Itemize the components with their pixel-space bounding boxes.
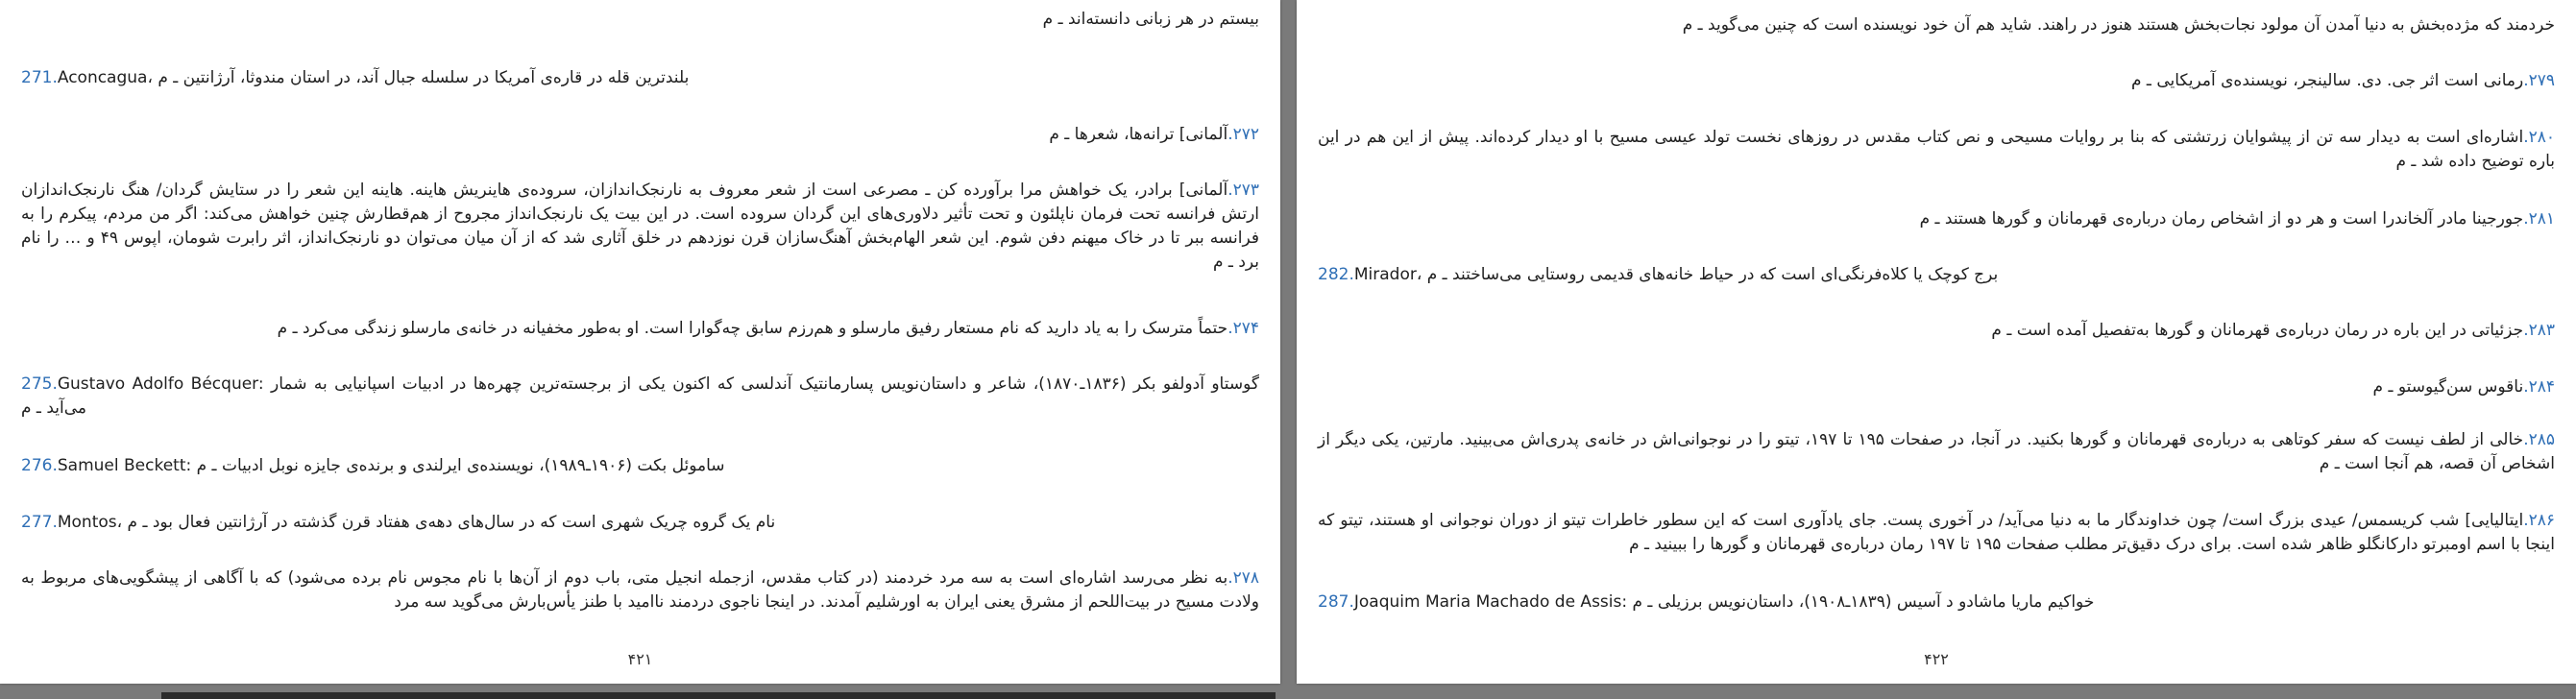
footnote-286: ۲۸۶.ایتالیایی] شب کریسمس/ عیدی بزرگ است/ چون خداوندگار ما به دنیا می‌آید/ در آخوری پست. جای یادآوری است که این سطور خاطرات تیتو از دوران نوجوانی او هستند، تیتو که اینجا با اسم اومبرتو دارکانگلو ظاهر شده است. برای درک دقیق‌تر مطلب صفحات ۱۹۵ تا ۱۹۷ رمان درباره‌ی قهرمانان و گورها را ببینید ـ م xyxy=(1318,511,2555,554)
footnote-271: 271.Aconcagua، بلندترین قله در قاره‌ی آمریکا در سلسله جبال آند، در استان مندوثا، آرژانتین ـ م xyxy=(21,68,690,87)
footnote-285: ۲۸۵.خالی از لطف نیست که سفر کوتاهی به درباره‌ی قهرمانان و گورها بکنید. در آنجا، در صفحات ۱۹۵ تا ۱۹۷، تیتو را در نوجوانی‌اش در خانه‌ی پدری‌اش می‌بینید. مارتین، یکی دیگر از اشخاص آن قصه، هم آنجا است ـ م xyxy=(1318,430,2555,473)
footnote-277: 277.Montos، نام یک گروه چریک شهری است که در سال‌های دهه‌ی هفتاد قرن گذشته در آرژانتین فعال بود ـ م xyxy=(21,513,776,532)
footnote-284: ۲۸۴.ناقوس سن‌گیوستو ـ م xyxy=(2372,377,2555,397)
footnote-282: 282.Mirador، برج کوچک یا کلاه‌فرنگی‌ای است که در حیاط خانه‌های قدیمی روستایی می‌ساختند ـ م xyxy=(1318,265,1999,284)
left-page xyxy=(0,0,1280,684)
right-page xyxy=(1297,0,2576,684)
footnote-278: ۲۷۸.به نظر می‌رسد اشاره‌ای است به سه مرد خردمند (در کتاب مقدس، ازجمله انجیل متی، باب دوم از آن‌ها با نام مجوس نام برده می‌شود) که با آگاهی از پیشگویی‌های مربوط به ولادت مسیح در بیت‌اللحم از مشرق یعنی ایران به اورشلیم آمدند. در اینجا ناجوی دردمند ناامید با طنز یأس‌بارش می‌گوید سه مرد xyxy=(21,568,1259,612)
footnote-275: 275.Gustavo Adolfo Bécquer: گوستاو آدولفو بکر (۱۸۳۶ـ۱۸۷۰)، شاعر و داستان‌نویس پسارمانتیک آندلسی که اکنون یکی از برجسته‌ترین چهره‌ها در ادبیات اسپانیایی به شمار می‌آید ـ م xyxy=(21,374,1259,418)
page-number: ۴۲۲ xyxy=(1924,650,1949,668)
footnote-272: ۲۷۲.آلمانی] ترانه‌ها، شعرها ـ م xyxy=(1049,125,1259,144)
footnote-280: ۲۸۰.اشاره‌ای است به دیدار سه تن از پیشوایان زرتشتی که بنا بر روایات مسیحی و نص کتاب مقدس در روزهای نخست تولد عیسی مسیح با او دیدار کرده‌اند. پیش از این هم در این باره توضیح داده شد ـ م xyxy=(1318,128,2555,171)
footnote-continued: بیستم در هر زبانی دانسته‌اند ـ م xyxy=(1042,10,1259,29)
footnote-continued: خردمند که مژده‌بخش به دنیا آمدن آن مولود نجات‌بخش هستند هنوز در راهند. شاید هم آن خود نویسنده است که چنین می‌گوید ـ م xyxy=(1682,15,2555,35)
footnote-281: ۲۸۱.جورجینا مادر آلخاندرا است و هر دو از اشخاص رمان درباره‌ی قهرمانان و گورها هستند ـ م xyxy=(1919,209,2555,229)
footnote-274: ۲۷۴.حتماً مترسک را به یاد دارید که نام مستعار رفیق مارسلو و هم‌رزم سابق چه‌گوارا است. او به‌طور مخفیانه در خانه‌ی مارسلو زندگی می‌کرد ـ م xyxy=(277,319,1259,338)
footnote-283: ۲۸۳.جزئیاتی در این باره در رمان درباره‌ی قهرمانان و گورها به‌تفصیل آمده است ـ م xyxy=(1991,321,2555,340)
footnote-276: 276.Samuel Beckett: ساموئل بکت (۱۹۰۶ـ۱۹۸۹)، نویسنده‌ی ایرلندی و برنده‌ی جایزه نوبل ادبیات ـ م xyxy=(21,456,725,475)
page-number: ۴۲۱ xyxy=(627,650,653,668)
footnote-273: ۲۷۳.آلمانی] برادر، یک خواهش مرا برآورده کن ـ مصرعی است از شعر معروف به نارنجک‌اندازان، سروده‌ی هاینریش هاینه. هاینه این شعر را در ستایش گردان/ هنگ نارنجک‌اندازان ارتش فرانسه تحت فرمان ناپلئون و تحت تأثیر دلاوری‌های این گردان سروده است. در این بیت یک نارنجک‌انداز مجروح از هم‌قطارش چنین خواهش می‌کند: اگر من مردم، پیکرم را به فرانسه ببر تا در خاک میهنم دفن شوم. این شعر الهام‌بخش آهنگ‌سازان قرن نوزدهم در خلق آثاری شد که از آن میان می‌توان دو نارنجک‌انداز، اثر رابرت شومان، اپوس ۴۹ و … را نام برد ـ م xyxy=(21,181,1259,272)
footnote-287: 287.Joaquim Maria Machado de Assis: خواکیم ماریا ماشادو د آسیس (۱۸۳۹ـ۱۹۰۸)، داستان‌نویس برزیلی ـ م xyxy=(1318,592,2095,612)
bottom-toolbar-edge xyxy=(161,692,1276,699)
footnote-279: ۲۷۹.رمانی است اثر جی. دی. سالینجر، نویسنده‌ی آمریکایی ـ م xyxy=(2131,71,2555,90)
